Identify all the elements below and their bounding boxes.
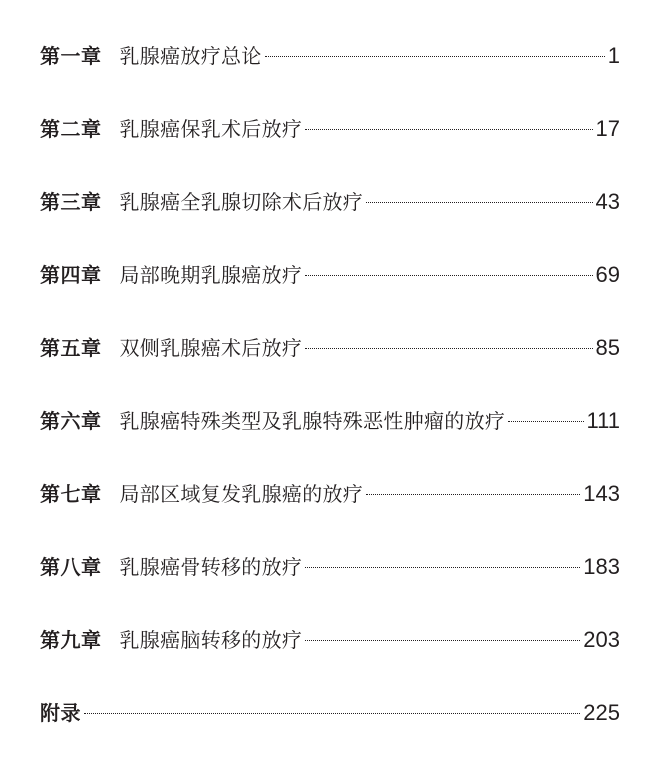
page-number: 203 [583, 627, 620, 652]
dot-leader [84, 713, 580, 714]
chapter-title: 乳腺癌保乳术后放疗 [119, 117, 303, 141]
dot-leader [508, 421, 583, 422]
chapter-number: 第四章 [40, 263, 102, 287]
chapter-title: 局部区域复发乳腺癌的放疗 [119, 482, 364, 506]
page-number: 111 [586, 408, 620, 433]
dot-leader [366, 202, 592, 203]
page-number: 1 [607, 43, 620, 68]
toc-entry-chapter-6[interactable] [40, 401, 620, 474]
chapter-number: 第九章 [40, 628, 102, 652]
chapter-title: 乳腺癌放疗总论 [119, 44, 262, 68]
page-number: 43 [595, 189, 620, 214]
dot-leader [265, 56, 605, 57]
chapter-title: 乳腺癌脑转移的放疗 [119, 628, 303, 652]
page-number: 143 [583, 481, 620, 506]
toc-entry-chapter-7[interactable] [40, 474, 620, 547]
page-number: 17 [595, 116, 620, 141]
chapter-number: 第六章 [40, 409, 102, 433]
dot-leader [305, 640, 580, 641]
chapter-title: 双侧乳腺癌术后放疗 [119, 336, 303, 360]
chapter-number: 第五章 [40, 336, 102, 360]
toc-entry-chapter-2[interactable] [40, 109, 620, 182]
chapter-number: 第二章 [40, 117, 102, 141]
chapter-title: 局部晚期乳腺癌放疗 [119, 263, 303, 287]
chapter-number: 第七章 [40, 482, 102, 506]
dot-leader [305, 129, 592, 130]
dot-leader [305, 348, 592, 349]
dot-leader [305, 275, 592, 276]
page-number: 225 [583, 700, 620, 725]
page-number: 183 [583, 554, 620, 579]
appendix-label: 附录 [40, 701, 81, 725]
toc-entry-chapter-1[interactable] [40, 36, 620, 109]
toc-entry-appendix[interactable] [40, 693, 620, 766]
dot-leader [366, 494, 580, 495]
toc-entry-chapter-3[interactable] [40, 182, 620, 255]
page-number: 85 [595, 335, 620, 360]
toc-entry-chapter-9[interactable] [40, 620, 620, 693]
chapter-title: 乳腺癌特殊类型及乳腺特殊恶性肿瘤的放疗 [119, 409, 506, 433]
page-number: 69 [595, 262, 620, 287]
toc-entry-chapter-5[interactable] [40, 328, 620, 401]
chapter-title: 乳腺癌骨转移的放疗 [119, 555, 303, 579]
chapter-number: 第八章 [40, 555, 102, 579]
chapter-number: 第三章 [40, 190, 102, 214]
toc-entry-chapter-4[interactable] [40, 255, 620, 328]
dot-leader [305, 567, 580, 568]
chapter-title: 乳腺癌全乳腺切除术后放疗 [119, 190, 364, 214]
chapter-number: 第一章 [40, 44, 102, 68]
toc-entry-chapter-8[interactable] [40, 547, 620, 620]
